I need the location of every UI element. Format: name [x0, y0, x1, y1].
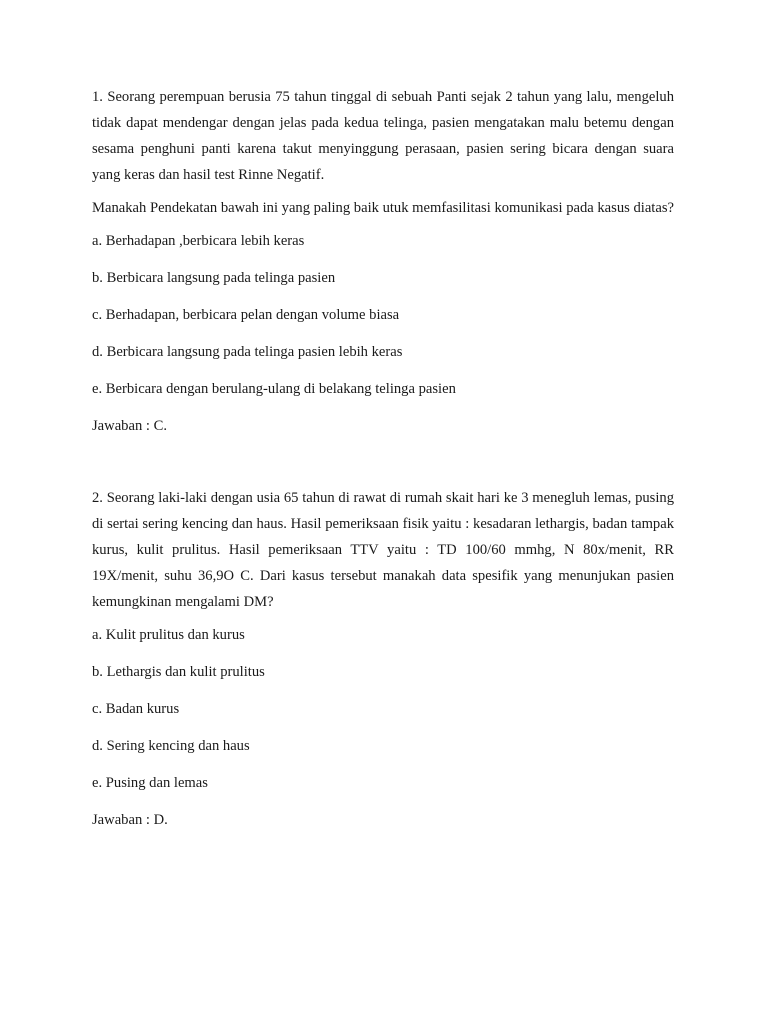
question-1-stem: 1. Seorang perempuan berusia 75 tahun tinggal di sebuah Panti sejak 2 tahun yang lalu, mengeluh tidak dapat mendengar dengan jelas pada kedua telinga, pasien mengatakan malu betemu dengan sesama penghuni panti karena takut menyinggung perasaan, pasien sering bicara dengan suara yang keras dan hasil test Rinne Negatif. [92, 89, 674, 183]
question-2-option-c: c. Badan kurus [92, 701, 180, 717]
question-1-option-d: d. Berbicara langsung pada telinga pasien lebih keras [92, 344, 403, 360]
question-2-option-e: e. Pusing dan lemas [92, 775, 208, 791]
question-1-prompt: Manakah Pendekatan bawah ini yang paling baik utuk memfasilitasi komunikasi pada kasus diatas? [92, 200, 674, 216]
question-2 [92, 485, 674, 833]
question-2-stem: 2. Seorang laki-laki dengan usia 65 tahun di rawat di rumah skait hari ke 3 menegluh lemas, pusing di sertai sering kencing dan haus. Hasil pemeriksaan fisik yaitu : kesadaran lethargis, badan tampak kurus, kulit prulitus. Hasil pemeriksaan TTV yaitu : TD 100/60 mmhg, N 80x/menit, RR 19X/menit, suhu 36,9O C. Dari kasus tersebut manakah data spesifik yang menunjukan pasien kemungkinan mengalami DM? [92, 490, 674, 610]
question-1-answer: Jawaban : C. [92, 418, 167, 434]
document-page [92, 84, 674, 833]
question-2-answer: Jawaban : D. [92, 812, 168, 828]
question-2-option-a: a. Kulit prulitus dan kurus [92, 627, 245, 643]
question-1 [92, 84, 674, 439]
question-2-option-d: d. Sering kencing dan haus [92, 738, 250, 754]
question-2-option-b: b. Lethargis dan kulit prulitus [92, 664, 265, 680]
question-1-option-b: b. Berbicara langsung pada telinga pasien [92, 270, 336, 286]
question-1-option-a: a. Berhadapan ,berbicara lebih keras [92, 233, 305, 249]
question-1-option-c: c. Berhadapan, berbicara pelan dengan volume biasa [92, 307, 400, 323]
question-1-option-e: e. Berbicara dengan berulang-ulang di belakang telinga pasien [92, 381, 456, 397]
